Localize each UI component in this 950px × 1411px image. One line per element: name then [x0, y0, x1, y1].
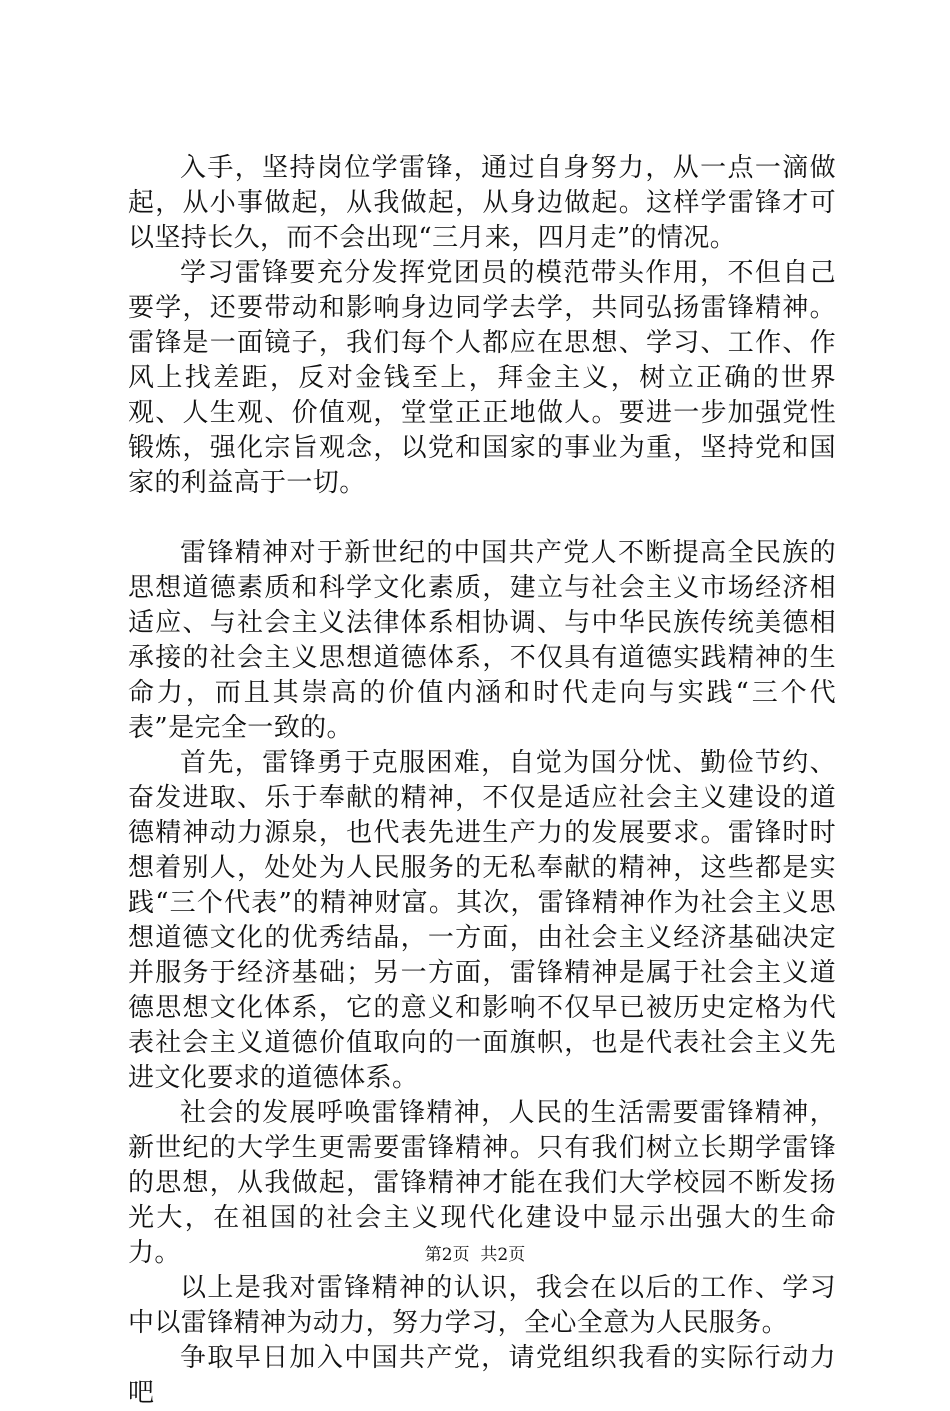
page-number-label: 第2页 共2页	[424, 1245, 526, 1265]
paragraph: 学习雷锋要充分发挥党团员的模范带头作用，不但自己要学，还要带动和影响身边同学去学，共同弘扬雷锋精神。雷锋是一面镜子，我们每个人都应在思想、学习、工作、作风上找差距，反对金钱至上，拜金主义，树立正确的世界观、人生观、价值观，堂堂正正地做人。要进一步加强党性锻炼，强化宗旨观念，以党和国家的事业为重，坚持党和国家的利益高于一切。	[128, 258, 836, 498]
document-body	[128, 151, 836, 1411]
paragraph: 首先，雷锋勇于克服困难，自觉为国分忧、勤俭节约、奋发进取、乐于奉献的精神，不仅是适应社会主义建设的道德精神动力源泉，也代表先进生产力的发展要求。雷锋时时想着别人，处处为人民服务的无私奉献的精神，这些都是实践“三个代表”的精神财富。其次，雷锋精神作为社会主义思想道德文化的优秀结晶，一方面，由社会主义经济基础决定并服务于经济基础；另一方面，雷锋精神是属于社会主义道德思想文化体系，它的意义和影响不仅早已被历史定格为代表社会主义道德价值取向的一面旗帜，也是代表社会主义先进文化要求的道德体系。	[128, 748, 836, 1093]
paragraph: 争取早日加入中国共产党，请党组织我看的实际行动力吧	[128, 1343, 836, 1408]
paragraph: 以上是我对雷锋精神的认识，我会在以后的工作、学习中以雷锋精神为动力，努力学习，全心全意为人民服务。	[128, 1273, 836, 1338]
paragraph-gap	[128, 501, 836, 536]
page-footer	[0, 1244, 950, 1266]
paragraph: 入手，坚持岗位学雷锋，通过自身努力，从一点一滴做起，从小事做起，从我做起，从身边做起。这样学雷锋才可以坚持长久，而不会出现“三月来，四月走”的情况。	[128, 153, 836, 253]
paragraph: 雷锋精神对于新世纪的中国共产党人不断提高全民族的思想道德素质和科学文化素质，建立与社会主义市场经济相适应、与社会主义法律体系相协调、与中华民族传统美德相承接的社会主义思想道德体系，不仅具有道德实践精神的生命力，而且其崇高的价值内涵和时代走向与实践“三个代表”是完全一致的。	[128, 538, 836, 743]
paragraph: 社会的发展呼唤雷锋精神，人民的生活需要雷锋精神，新世纪的大学生更需要雷锋精神。只有我们树立长期学雷锋的思想，从我做起，雷锋精神才能在我们大学校园不断发扬光大，在祖国的社会主义现代化建设中显示出强大的生命力。	[128, 1098, 836, 1268]
